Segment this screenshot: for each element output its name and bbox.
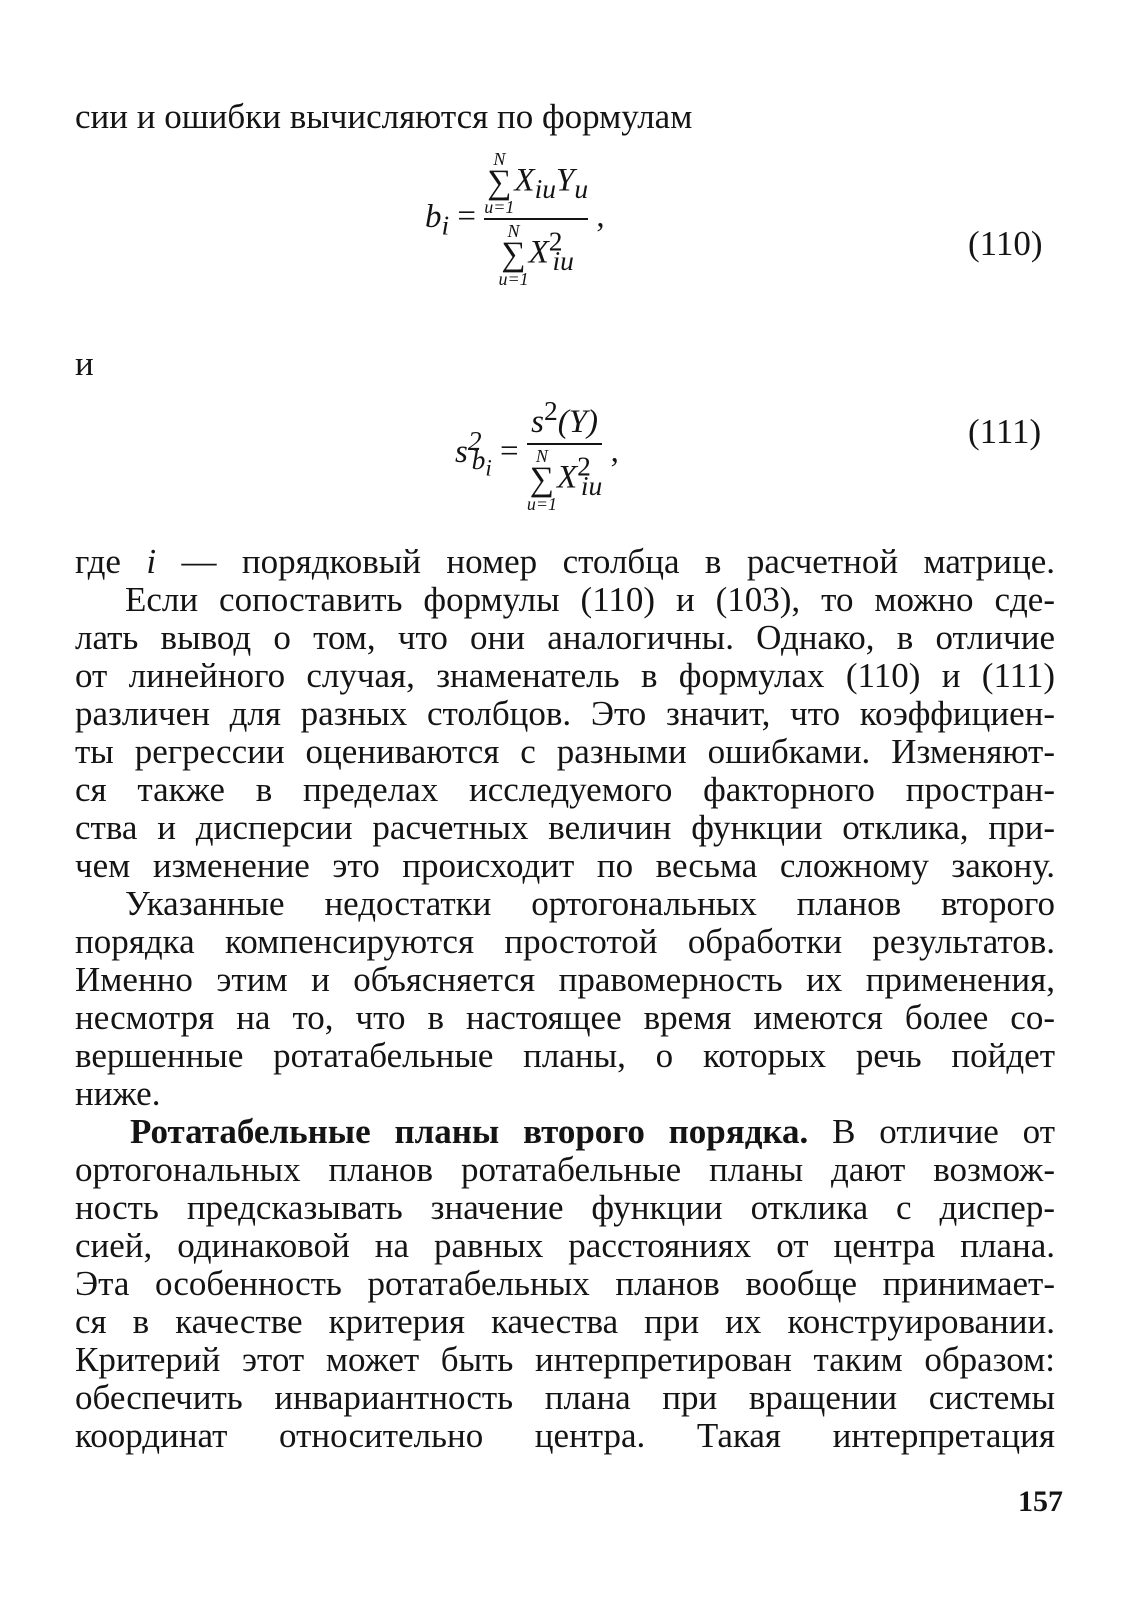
paragraph-line: обеспечить инвариантность плана при вращении системы: [75, 1378, 1055, 1417]
formula-110-lhs: $b_i$: [425, 198, 450, 241]
paragraph-line: ортогональных планов ротатабельные планы дают возмож-: [75, 1150, 1055, 1189]
paragraph-line: ся также в пределах исследуемого факторного простран-: [75, 770, 1055, 809]
formula-110-fraction: [484, 150, 588, 288]
paragraph-line: ся в качестве критерия качества при их конструировании.: [75, 1302, 1055, 1341]
formula-111-denominator: N ∑ u=1 $X^2_{iu}$: [526, 446, 603, 514]
formula-111-fraction: [527, 395, 602, 513]
equation-number-110: (110): [968, 224, 1043, 263]
equation-number-111: (111): [968, 412, 1042, 451]
paragraph-line: Если сопоставить формулы (110) и (103), то можно сде-: [125, 580, 1055, 619]
section-heading-line: Ротатабельные планы второго порядка. В отличие от: [130, 1112, 1055, 1151]
formula-111: $s^2_{b_i}$ = $s^2(Y)$ N ∑ u=1 $X^2_{iu}$ ,: [455, 395, 619, 514]
paragraph-line: вершенные ротатабельные планы, о которых речь пойдет: [75, 1036, 1055, 1075]
paragraph-line: ты регрессии оцениваются с разными ошибками. Изменяют-: [75, 732, 1055, 771]
paragraph-line: ства и дисперсии расчетных величин функции отклика, при-: [75, 808, 1055, 847]
paragraph-line: ность предсказывать значение функции отклика с диспер-: [75, 1188, 1055, 1227]
paragraph-line: ниже.: [75, 1074, 161, 1113]
paragraph-line: от линейного случая, знаменатель в формулах (110) и (111): [75, 656, 1055, 695]
paragraph-line: Критерий этот может быть интерпретирован таким образом:: [75, 1340, 1055, 1379]
sum-symbol: N ∑ u=1: [484, 149, 515, 217]
paragraph-line: Эта особенность ротатабельных планов вообще принимает-: [75, 1264, 1055, 1303]
fraction-bar: [484, 218, 588, 220]
formula-110-denominator: N ∑ u=1 $X^2_{iu}$: [498, 221, 574, 289]
paragraph-line: различен для разных столбцов. Это значит, что коэффициен-: [75, 694, 1055, 733]
formula-111-eq: =: [499, 433, 519, 470]
formula-111-lhs: $s^2_{b_i}$: [455, 424, 492, 481]
sum-symbol: N ∑ u=1: [526, 446, 557, 514]
fraction-bar: [527, 443, 602, 445]
paragraph-line: лать вывод о том, что они аналогичны. Однако, в отличие: [75, 618, 1055, 657]
paragraph-line: порядка компенсируются простотой обработки результатов.: [75, 922, 1055, 961]
sum-symbol: N ∑ u=1: [498, 221, 529, 289]
paragraph-line: координат относительно центра. Такая интерпретация: [75, 1416, 1055, 1455]
formula-110: $b_i$ = N ∑ u=1 $X_{iu}Y_u$ N ∑ u=1 $X^2_{iu}$ ,: [425, 149, 605, 289]
paragraph-line: сией, одинаковой на равных расстояниях от центра плана.: [75, 1226, 1055, 1265]
where-line: где i — порядковый номер столбца в расчетной матрице.: [75, 542, 1055, 581]
formula-110-numerator: N ∑ u=1 $X_{iu}Y_u$: [484, 149, 589, 217]
paragraph-line: Именно этим и объясняется правомерность их применения,: [75, 960, 1055, 999]
formula-111-numerator: $s^2(Y)$: [531, 395, 599, 440]
formula-110-eq: =: [457, 198, 477, 235]
page-number: 157: [1018, 1485, 1063, 1518]
paragraph-line: Указанные недостатки ортогональных планов второго: [125, 884, 1055, 923]
paragraph-line: несмотря на то, что в настоящее время имеются более со-: [75, 998, 1055, 1037]
and-word: и: [75, 344, 94, 383]
section-heading: Ротатабельные планы второго порядка.: [130, 1112, 809, 1151]
intro-line: сии и ошибки вычисляются по формулам: [75, 97, 693, 136]
paragraph-line: чем изменение это происходит по весьма сложному закону.: [75, 846, 1055, 885]
